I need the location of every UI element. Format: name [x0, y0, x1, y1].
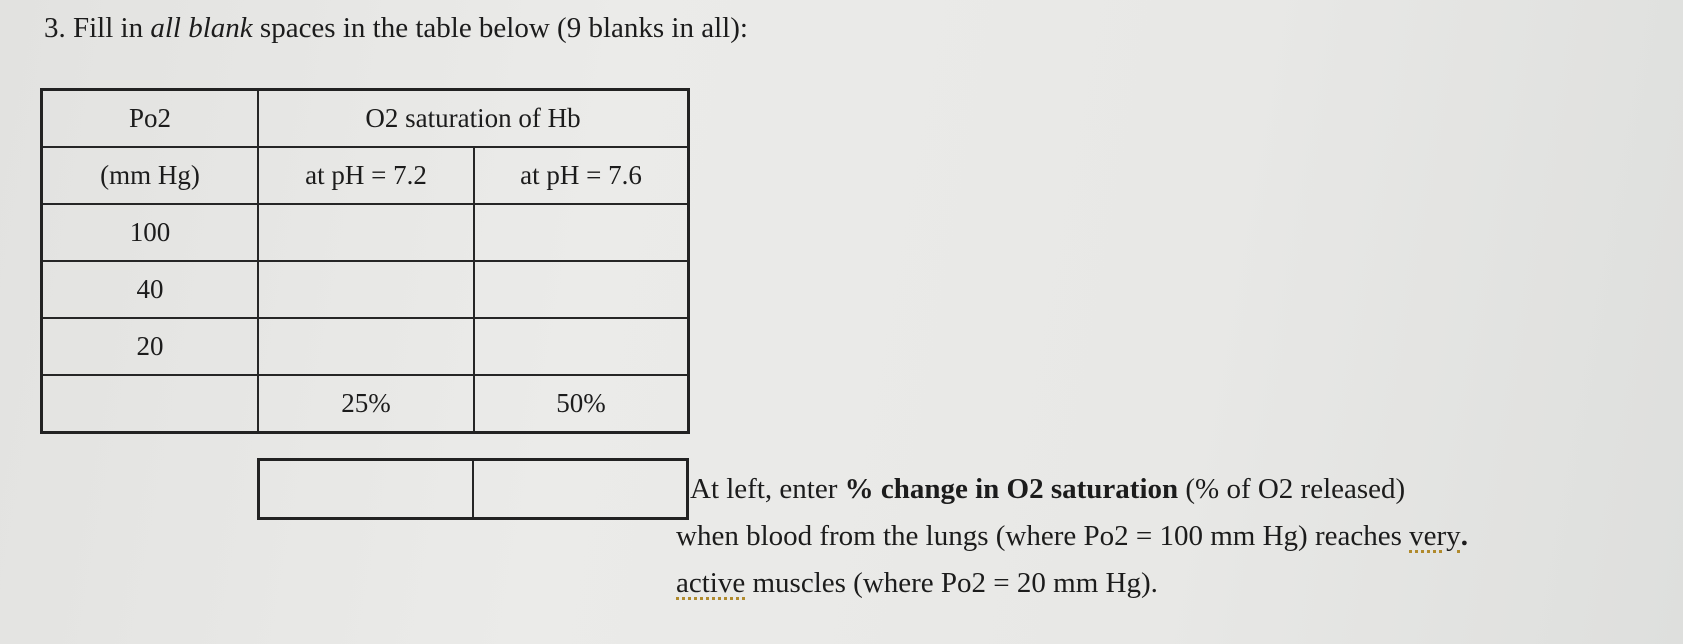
note-line-1	[690, 473, 1405, 505]
percent-change-table	[257, 458, 689, 520]
note-text: muscles (where Po2 = 20 mm Hg).	[752, 567, 1158, 599]
blank-cell[interactable]	[258, 318, 474, 375]
question-text-before: Fill in	[73, 12, 144, 44]
po2-cell: 20	[42, 318, 259, 375]
question-emphasis: all blank	[150, 12, 253, 44]
spellcheck-word: very	[1409, 520, 1461, 552]
header-ph-7-2: at pH = 7.2	[258, 147, 474, 204]
blank-cell[interactable]	[258, 261, 474, 318]
blank-cell[interactable]	[474, 261, 689, 318]
note-line-2	[676, 513, 1468, 560]
table-header-row-1	[42, 90, 689, 148]
blank-cell[interactable]	[42, 375, 259, 433]
table-row	[42, 318, 689, 375]
spellcheck-word: active	[676, 567, 746, 599]
saturation-cell: 50%	[474, 375, 689, 433]
table-header-row-2	[42, 147, 689, 204]
po2-cell: 100	[42, 204, 259, 261]
header-o2-saturation: O2 saturation of Hb	[258, 90, 689, 148]
note-line-3	[676, 560, 1468, 607]
question-number: 3.	[44, 12, 66, 44]
blank-cell[interactable]	[259, 460, 474, 519]
header-po2: Po2	[42, 90, 259, 148]
blank-cell[interactable]	[474, 204, 689, 261]
blank-cell[interactable]	[258, 204, 474, 261]
saturation-table	[40, 88, 690, 434]
table-row	[42, 261, 689, 318]
saturation-cell: 25%	[258, 375, 474, 433]
header-units: (mm Hg)	[42, 147, 259, 204]
question-text-after: spaces in the table below (9 blanks in all):	[259, 12, 748, 44]
po2-cell: 40	[42, 261, 259, 318]
note-text: At left, enter	[690, 473, 838, 505]
instruction-note	[676, 466, 1468, 607]
header-ph-7-6: at pH = 7.6	[474, 147, 689, 204]
note-text: when blood from the lungs (where Po2 = 100 mm Hg) reaches	[676, 520, 1402, 552]
note-bold-text: % change in O2 saturation	[844, 473, 1179, 505]
table-row	[42, 204, 689, 261]
note-text: (% of O2 released)	[1185, 473, 1406, 505]
blank-cell[interactable]	[473, 460, 688, 519]
note-text: .	[1460, 520, 1468, 552]
question-text	[44, 12, 748, 45]
blank-cell[interactable]	[474, 318, 689, 375]
table-row	[42, 375, 689, 433]
table-row	[259, 460, 688, 519]
